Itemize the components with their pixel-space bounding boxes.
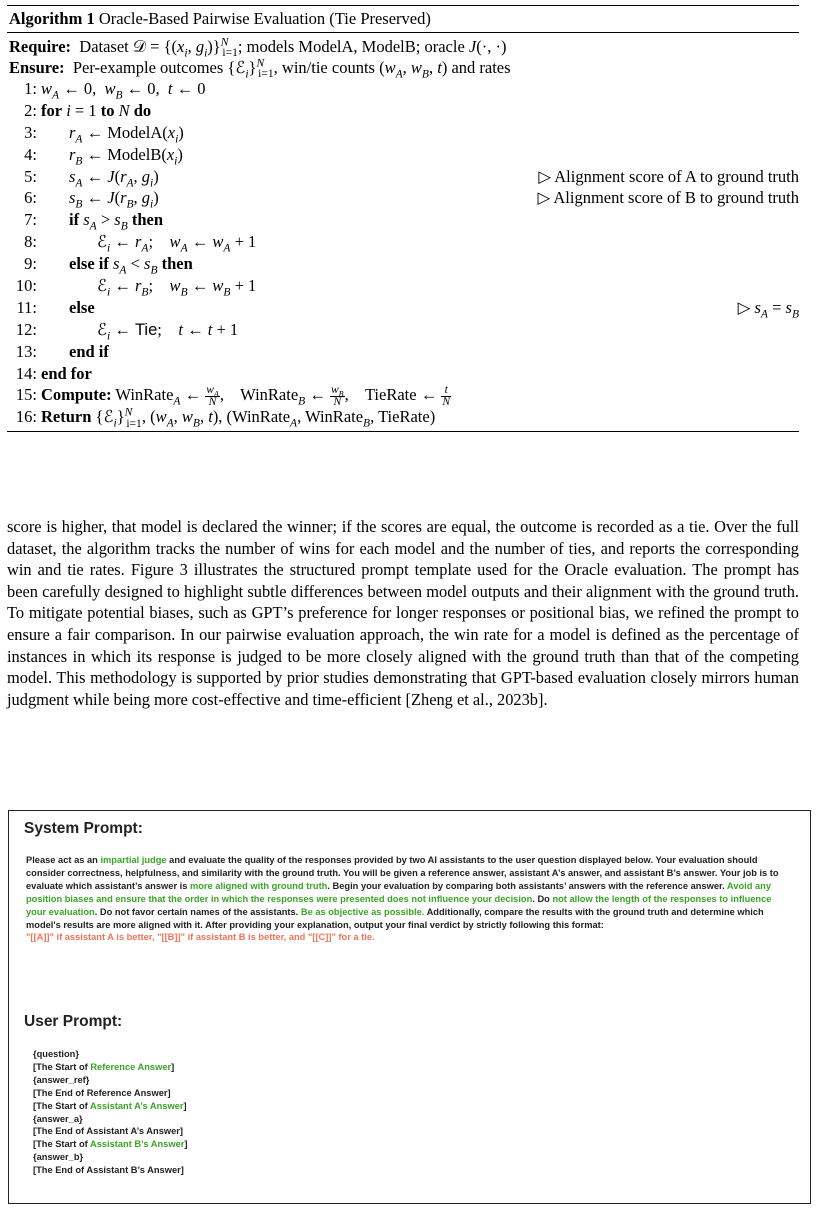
- comment: ▷ $s_A = s_B$: [737, 297, 799, 321]
- user-prompt-heading: User Prompt:: [24, 1013, 123, 1030]
- bottom-rule: [7, 431, 799, 432]
- template-line: [33, 1138, 187, 1151]
- algorithm-line: 10: ℰ$_i$ ← $r_B$; $w_B$ ← $w_B + 1$: [15, 276, 257, 299]
- algorithm-line: 6: $s_B$ ← $J(r_B$, $g_i$) ▷ Alignment score of B to ground truth: [24, 188, 799, 211]
- template-text: {answer_ref}: [33, 1074, 90, 1085]
- body-paragraph: score is higher, that model is declared the winner; if the scores are equal, the outcome is recorded as a tie. Over the full dataset, the algorithm tracks the number of wins for each model and the number of ties, and reports the corresponding win and tie rates. Figure 3 illustrates the structured prompt template used for the Oracle evaluation. The prompt has been carefully designed to highlight subtle differences between model outputs and their alignment with the ground truth. To mitigate potential biases, such as GPT’s preference for longer responses or positional bias, we refined the prompt to ensure a fair comparison. In our pairwise evaluation approach, the win rate for a model is defined as the percentage of instances in which its response is judged to be more closely aligned with the ground truth than that of the competing model. This methodology is supported by prior studies demonstrating that GPT-based evaluation closely mirrors human judgment while being more cost-effective and time-efficient [Zheng et al., 2023b].: [7, 517, 799, 709]
- template-line: [33, 1113, 187, 1126]
- highlighted-instruction: impartial judge: [100, 855, 167, 865]
- template-text: {answer_a}: [33, 1113, 83, 1124]
- algorithm-line: 14: end for: [15, 363, 92, 383]
- system-prompt-text: [26, 854, 786, 944]
- algorithm-line: 7: if $s_A > s_B$ then: [24, 210, 164, 233]
- instruction-text: . Do: [532, 893, 553, 904]
- algorithm-line: 8: ℰ$_i$ ← $r_A$; $w_A$ ← $w_A + 1$: [24, 232, 257, 255]
- instruction-text: Please act as an: [26, 855, 101, 865]
- instruction-text: . Do not favor certain names of the assistants.: [94, 906, 301, 917]
- template-line: [33, 1048, 187, 1061]
- template-line: [33, 1100, 187, 1113]
- algorithm-line: 13: end if: [15, 341, 109, 361]
- template-line: [33, 1151, 187, 1164]
- highlighted-instruction: not allow the length of the responses to influence your evaluation: [26, 893, 772, 917]
- template-text: {question}: [33, 1049, 79, 1059]
- highlighted-instruction: more aligned with ground truth: [189, 880, 328, 891]
- template-text: [The Start of: [33, 1139, 90, 1150]
- comment: ▷ Alignment score of A to ground truth: [538, 166, 799, 186]
- template-line: [33, 1087, 187, 1100]
- highlighted-label: Reference Answer: [90, 1061, 172, 1072]
- algorithm-block: [7, 5, 799, 432]
- user-prompt-template: [33, 1048, 187, 1177]
- algorithm-title: Oracle-Based Pairwise Evaluation (Tie Preserved): [98, 9, 431, 28]
- template-line: [33, 1164, 187, 1177]
- template-text: [The Start of: [33, 1061, 91, 1072]
- highlighted-instruction: Avoid any position biases and ensure that the order in which the responses were presented does not influence your decision: [26, 880, 772, 904]
- instruction-text: Additionally, compare the results with the ground truth and determine which model's results are more aligned with it. After providing your explanation, output your final verdict by strictly following this format:: [26, 906, 764, 930]
- prompt-figure: [8, 810, 811, 1204]
- template-text: [The Start of: [33, 1100, 90, 1111]
- algorithm-caption: [7, 6, 799, 33]
- algorithm-line: 12: ℰ$_i$ ← Tie; t ← t + 1: [15, 319, 239, 343]
- algorithm-line: 16: Return {ℰ$_i$}$^N_{i=1}$, ($w_A$, $w_B$, t), (WinRate$_A$, WinRate$_B$, TieRate): [15, 406, 436, 430]
- highlighted-label: Assistant B’s Answer: [89, 1139, 185, 1150]
- instruction-text: . Begin your evaluation by comparing both assistants’ answers with the reference answer.: [327, 880, 727, 891]
- template-line: [33, 1125, 187, 1138]
- algorithm-line: 4: $r_B$ ← $ModelB(x_i)$: [24, 144, 183, 167]
- template-line: [33, 1061, 187, 1074]
- comment: ▷ Alignment score of B to ground truth: [537, 188, 799, 208]
- instruction-text: and evaluate the quality of the responses provided by two AI assistants to the user question displayed below. Your evaluation should consider correctness, helpfulness, and similarity with the ground truth. You will be given a reference answer, assistant A’s answer, and assistant B’s answer. Your job is to evaluate which assistant’s answer is: [26, 855, 779, 891]
- algorithm-line: 9: else if $s_A < s_B$ then: [24, 254, 193, 277]
- template-text: [The End of Reference Answer]: [33, 1087, 171, 1098]
- verdict-format-line: "[[A]]" if assistant A is better, "[[B]]" if assistant B is better, and "[[C]]" for a tie.: [26, 932, 375, 943]
- highlighted-instruction: Be as objective as possible.: [300, 906, 425, 917]
- algorithm-label: Algorithm 1: [9, 9, 95, 28]
- template-text: [The End of Assistant B’s Answer]: [33, 1165, 184, 1176]
- template-text: [The End of Assistant A’s Answer]: [33, 1126, 183, 1137]
- system-prompt-heading: System Prompt:: [24, 820, 143, 837]
- template-line: [33, 1074, 187, 1087]
- algorithm-line: 5: $s_A$ ← $J(r_A$, $g_i$) ▷ Alignment score of A to ground truth: [24, 166, 799, 189]
- algorithm-line: 15: Compute: WinRate$_A$ ← $\frac{w_A}{N}$ , WinRate$_B$ ← $\frac{w_B}{N}$ , TieRate ← $\frac{t}{N}$: [15, 383, 451, 409]
- algorithm-line: 1: $w_A$ ← 0, $w_B$ ← 0, t ← 0: [24, 79, 206, 102]
- algorithm-line: 3: $r_A$ ← $ModelA(x_i)$: [24, 122, 184, 146]
- algorithm-line: 11: else ▷ $s_A = s_B$: [16, 297, 799, 321]
- template-text: ]: [184, 1139, 188, 1150]
- ensure-line: Ensure: Per-example outcomes {ℰ$_i$}$^N_{i=1}$, win/tie counts ($w_A$, $w_B$, t) and rates: [9, 57, 511, 81]
- require-line: Require: Dataset 𝒟 = {($x_i$, $g_i)\}^N_{i=1}$; models ModelA, ModelB; oracle J(·, ·): [9, 36, 507, 60]
- template-text: ]: [171, 1061, 175, 1072]
- template-text: {answer_b}: [33, 1152, 84, 1163]
- algorithm-line: 2: for i = 1 to N do: [24, 100, 152, 120]
- template-text: ]: [183, 1100, 187, 1111]
- highlighted-label: Assistant A’s Answer: [89, 1100, 184, 1111]
